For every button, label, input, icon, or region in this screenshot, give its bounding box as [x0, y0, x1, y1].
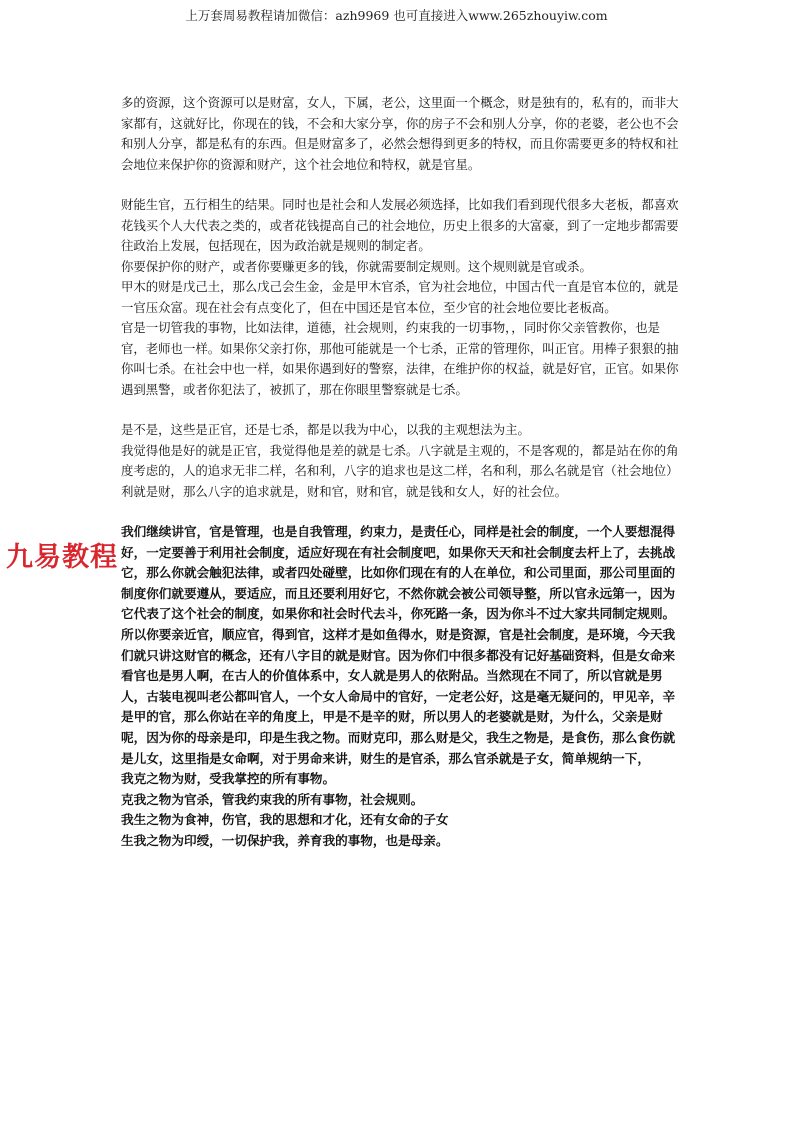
- paragraph: 官是一切管我的事物，比如法律，道德，社会规则，约束我的一切事物，，同时你父亲管教你，也是官，老师也一样。如果你父亲打你，那他可能就是一个七杀，正常的管理你，叫正官。用棒子狠狠的抽你叫七杀。在社会中也一样，如果你遇到好的警察，法律，在维护你的权益，就是好官，正官。如果你遇到黑警，或者你犯法了，被抓了，那在你眼里警察就是七杀。: [121, 320, 679, 397]
- page-header: 上万套周易教程请加微信：azh9969 也可直接进入www.265zhouyiw.com: [185, 8, 608, 23]
- paragraph: 甲木的财是戊己土，那么戊己会生金，金是甲木官杀，官为社会地位，中国古代一直是官本位的，就是一官压众富。现在社会有点变化了，但在中国还是官本位，至少官的社会地位要比老板高。: [121, 279, 679, 315]
- paragraph: 多的资源，这个资源可以是财富，女人，下属，老公，这里面一个概念，财是独有的，私有的，而非大家都有，这就好比，你现在的钱，不会和大家分享，你的房子不会和别人分享，你的老婆，老公也不会和别人分享，都是私有的东西。但是财富多了，必然会想得到更多的特权，而且你需要更多的特权和社会地位来保护你的资源和财产，这个社会地位和特权，就是官星。: [121, 95, 679, 172]
- paragraph-gap: [121, 502, 681, 522]
- bold-paragraph: 克我之物为官杀，管我约束我的所有事物，社会规则。: [121, 791, 424, 807]
- bold-paragraph: 我们继续讲官，官是管理，也是自我管理，约束力，是责任心，同样是社会的制度，一个人要想混得好，一定要善于利用社会制度，适应好现在有社会制度吧，如果你天天和社会制度去杆上了，去挑战它，那么你就会触犯法律，或者四处碰壁，比如你们现在有的人在单位，和公司里面，那公司里面的制度你们就要遵从，要适应，而且还要利用好它，不然你就会被公司领导整，所以官永远第一，因为它代表了这个社会的制度，如果你和社会时代去斗，你死路一条，因为你斗不过大家共同制定规则。: [121, 524, 676, 622]
- bold-paragraph: 我生之物为食神，伤官，我的思想和才化，还有女命的子女: [121, 812, 449, 828]
- bold-paragraph: 我克之物为财，受我掌控的所有事物。: [121, 771, 336, 787]
- paragraph: 财能生官，五行相生的结果。同时也是社会和人发展必须选择，比如我们看到现代很多大老板，都喜欢花钱买个人大代表之类的，或者花钱提高自己的社会地位，历史上很多的大富豪，到了一定地步都需要往政治上发展，包括现在，因为政治就是规则的制定者。: [121, 197, 679, 253]
- paragraph: 你要保护你的财产，或者你要赚更多的钱，你就需要制定规则。这个规则就是官或杀。: [121, 258, 592, 274]
- bold-paragraph: 生我之物为印绶，一切保护我，养育我的事物，也是母亲。: [121, 832, 449, 848]
- bold-paragraph: 所以你要亲近官，顺应官，得到官，这样才是如鱼得水，财是资源，官是社会制度，是环境，今天我们就只讲这财官的概念，还有八字目的就是财官。因为你们中很多都没有记好基础资料，但是女命来看官也是男人啊，在古人的价值体系中，女人就是男人的依附品。当然现在不同了，所以官就是男人，古装电视叫老公都叫官人，一个女人命局中的官好，一定老公好，这是毫无疑问的，甲见辛，辛是甲的官，那么你站在辛的角度上，甲是不是辛的财，所以男人的老婆就是财，为什么，父亲是财呢，因为你的母亲是印，印是生我之物。而财克印，那么财是父，我生之物是，是食伤，那么食伤就是儿女，这里指是女命啊，对于男命来讲，财生的是官杀，那么官杀就是子女，简单规纳一下，: [121, 626, 676, 766]
- paragraph: 是不是，这些是正官，还是七杀，都是以我为中心，以我的主观想法为主。: [121, 422, 530, 437]
- paragraph-gap: [121, 400, 681, 420]
- paragraph-gap: [121, 175, 681, 195]
- watermark-logo: 九易教程: [6, 542, 118, 573]
- document-body: [121, 93, 681, 852]
- paragraph: 我觉得他是好的就是正官，我觉得他是差的就是七杀。八字就是主观的，不是客观的，都是站在你的角度考虑的，人的追求无非二样，名和利，八字的追求也是这二样，名和利，那么名就是官（社会地位）利就是财，那么八字的追求就是，财和官，财和官，就是钱和女人，好的社会位。: [121, 442, 679, 499]
